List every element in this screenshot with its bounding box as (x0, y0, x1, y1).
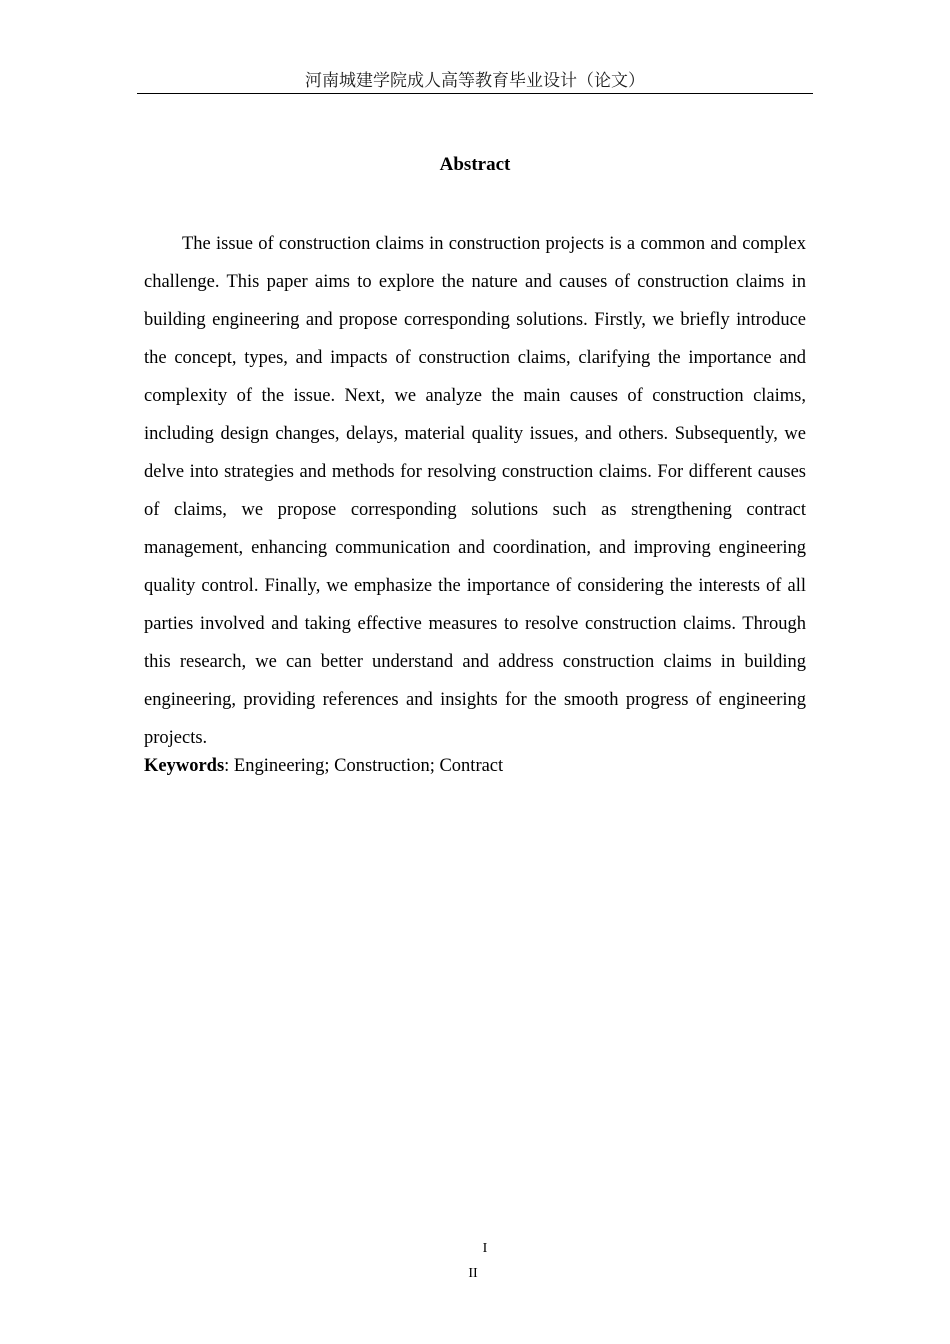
keywords-line (144, 754, 806, 778)
abstract-title: Abstract (439, 154, 511, 175)
keywords-value: : Engineering; Construction; Contract (224, 756, 504, 776)
abstract-body: The issue of construction claims in construction projects is a common and complex challenge. This paper aims to explore the nature and causes of construction claims in building engineering and propose corresponding solutions. Firstly, we briefly introduce the concept, types, and impacts of construction claims, clarifying the importance and complexity of the issue. Next, we analyze the main causes of construction claims, including design changes, delays, material quality issues, and others. Subsequently, we delve into strategies and methods for resolving construction claims. For different causes of claims, we propose corresponding solutions such as strengthening contract management, enhancing communication and coordination, and improving engineering quality control. Finally, we emphasize the importance of considering the interests of all parties involved and taking effective measures to resolve construction claims. Through this research, we can better understand and address construction claims in building engineering, providing references and insights for the smooth progress of engineering projects. (144, 234, 806, 748)
page-header: 河南城建学院成人高等教育毕业设计（论文） (137, 70, 813, 94)
page-number-primary: I (482, 1241, 488, 1256)
keywords-label: Keywords (144, 756, 225, 776)
page-number-secondary: II (468, 1266, 478, 1281)
